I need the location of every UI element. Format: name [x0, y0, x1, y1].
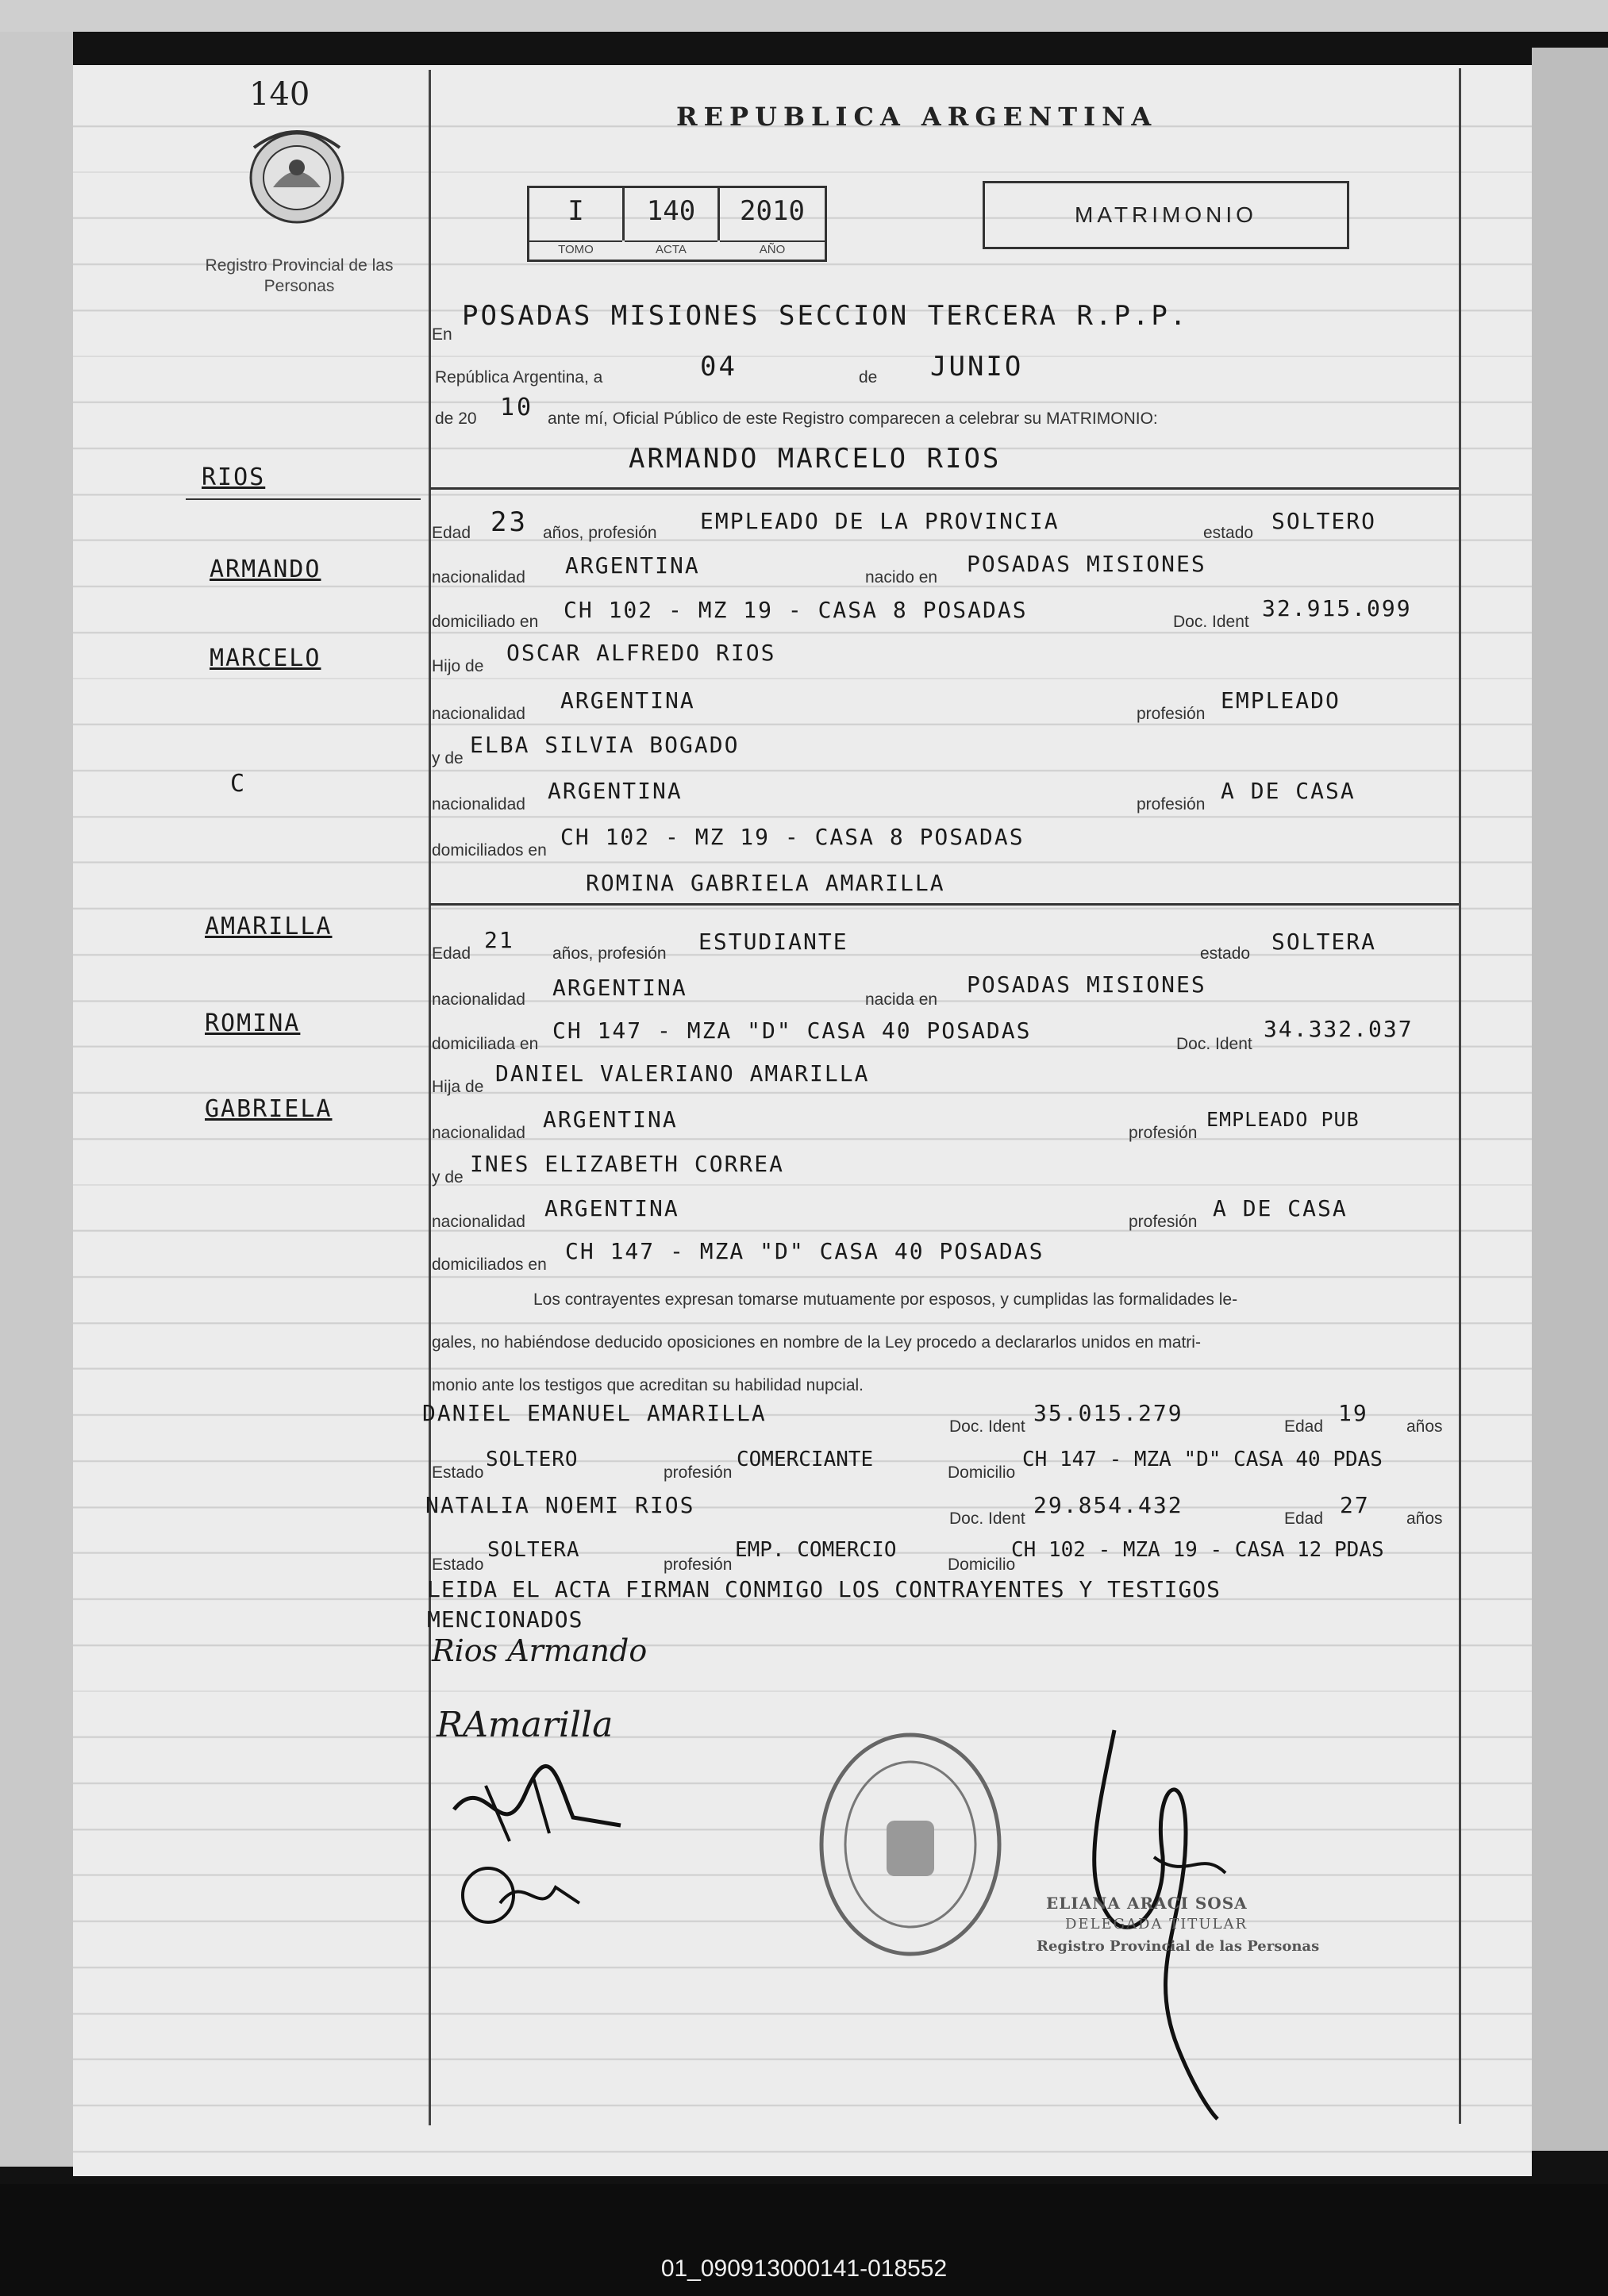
bride-doc: 34.332.037 [1264, 1016, 1414, 1042]
bride-anios-profesion: años, profesión [552, 944, 667, 963]
facing-page-edge [1532, 48, 1608, 2151]
margin-note-surname: RIOS [202, 463, 266, 491]
section-rule [430, 487, 1459, 490]
bride-father-nac: ARGENTINA [543, 1106, 678, 1133]
bride-mother-nac: ARGENTINA [544, 1195, 679, 1221]
bride-nacida: POSADAS MISIONES [967, 971, 1206, 998]
de-label: de [859, 368, 878, 387]
month-value: JUNIO [930, 351, 1024, 383]
province-emblem-icon [241, 124, 352, 227]
groom-doc-label: Doc. Ident [1173, 613, 1249, 631]
anio-value: 2010 [740, 195, 805, 227]
tomo-acta-anio-box [527, 186, 827, 262]
bride-parents-dom-label: domiciliados en [432, 1256, 547, 1274]
bride-father-label: Hija de [432, 1078, 484, 1096]
groom-father-nac-label: nacionalidad [432, 705, 525, 723]
groom-nacido: POSADAS MISIONES [967, 551, 1206, 577]
bride-profesion: ESTUDIANTE [698, 929, 848, 955]
witness-1-name: DANIEL EMANUEL AMARILLA [422, 1400, 767, 1426]
binder-edge [0, 32, 73, 2167]
witness-2-signature-icon [452, 1856, 587, 1935]
groom-father-prof: EMPLEADO [1221, 687, 1341, 713]
witness-1-edad: 19 [1338, 1400, 1368, 1426]
year-text: ante mí, Oficial Público de este Registro comparecen a celebrar su MATRIMONIO: [548, 410, 1158, 428]
bride-domicilio: CH 147 - MZA "D" CASA 40 POSADAS [552, 1017, 1032, 1044]
file-id-caption: 01_090913000141-018552 [660, 2256, 948, 2282]
groom-parents-dom-label: domiciliados en [432, 841, 547, 860]
closing-line-2: MENCIONADOS [427, 1606, 583, 1633]
groom-mother-label: y de [432, 749, 464, 767]
anio-cell [720, 188, 825, 256]
witness-1-doc: 35.015.279 [1033, 1400, 1183, 1426]
witness-1-domicilio: CH 147 - MZA "D" CASA 40 PDAS [1022, 1448, 1383, 1471]
witness-2-anios: años [1406, 1510, 1443, 1528]
witness-2-estado-label: Estado [432, 1556, 484, 1574]
document-page [73, 65, 1532, 2176]
groom-mother-prof-label: profesión [1137, 795, 1206, 813]
right-border [1459, 68, 1461, 2124]
bride-mother-nac-label: nacionalidad [432, 1213, 525, 1231]
witness-2-doc-label: Doc. Ident [949, 1510, 1025, 1528]
place-value: POSADAS MISIONES SECCION TERCERA R.P.P. [462, 300, 1189, 332]
witness-1-anios: años [1406, 1417, 1443, 1436]
groom-domicilio: CH 102 - MZ 19 - CASA 8 POSADAS [564, 597, 1028, 623]
margin-divider [429, 70, 431, 2125]
declaration-line-3: monio ante los testigos que acreditan su habilidad nupcial. [432, 1376, 864, 1394]
bride-edad: 21 [484, 927, 514, 953]
bride-mother-label: y de [432, 1168, 464, 1186]
page-number: 140 [249, 76, 310, 113]
witness-1-domicilio-label: Domicilio [948, 1463, 1016, 1482]
bride-mother: INES ELIZABETH CORREA [470, 1151, 785, 1177]
witness-2-name: NATALIA NOEMI RIOS [425, 1492, 695, 1518]
groom-name: ARMANDO MARCELO RIOS [629, 443, 1002, 475]
bride-edad-label: Edad [432, 944, 471, 963]
act-type-box: MATRIMONIO [983, 181, 1349, 249]
bride-estado-label: estado [1200, 944, 1251, 963]
groom-mother: ELBA SILVIA BOGADO [470, 732, 740, 758]
groom-father-prof-label: profesión [1137, 705, 1206, 723]
groom-edad: 23 [490, 506, 528, 538]
witness-2-edad: 27 [1340, 1492, 1370, 1518]
section-rule [430, 903, 1459, 906]
bride-father-prof: EMPLEADO PUB [1206, 1108, 1360, 1131]
bride-nacionalidad: ARGENTINA [552, 975, 687, 1001]
witness-1-doc-label: Doc. Ident [949, 1417, 1025, 1436]
groom-doc: 32.915.099 [1262, 595, 1412, 621]
groom-nacionalidad-label: nacionalidad [432, 568, 525, 586]
groom-mother-prof: A DE CASA [1221, 778, 1356, 804]
tomo-cell [529, 188, 625, 256]
margin-note-c: C [230, 770, 247, 798]
groom-profesion: EMPLEADO DE LA PROVINCIA [700, 508, 1060, 534]
bride-mother-prof: A DE CASA [1213, 1195, 1348, 1221]
bride-doc-label: Doc. Ident [1176, 1035, 1252, 1053]
bride-parents-dom: CH 147 - MZA "D" CASA 40 POSADAS [565, 1238, 1044, 1264]
margin-note-first-name: ARMANDO [210, 556, 321, 583]
witness-1-estado: SOLTERO [486, 1448, 579, 1471]
closing-line-1: LEIDA EL ACTA FIRMAN CONMIGO LOS CONTRAYENTES Y TESTIGOS [427, 1576, 1221, 1602]
groom-edad-label: Edad [432, 524, 471, 542]
bride-name: ROMINA GABRIELA AMARILLA [586, 870, 945, 896]
witness-2-estado: SOLTERA [487, 1538, 580, 1562]
bride-father: DANIEL VALERIANO AMARILLA [495, 1060, 870, 1086]
year-prefix: de 20 [435, 410, 477, 428]
country-title: REPUBLICA ARGENTINA [676, 102, 1158, 132]
witness-1-profesion-label: profesión [664, 1463, 733, 1482]
witness-1-profesion: COMERCIANTE [737, 1448, 874, 1471]
year-suffix: 10 [500, 394, 534, 421]
witness-2-profesion: EMP. COMERCIO [735, 1538, 897, 1562]
groom-estado: SOLTERO [1271, 508, 1377, 534]
official-role: DELEGADA TITULAR [1065, 1916, 1248, 1933]
witness-2-domicilio: CH 102 - MZA 19 - CASA 12 PDAS [1011, 1538, 1384, 1562]
margin-note-bride-middle-name: GABRIELA [205, 1095, 333, 1123]
top-edge [0, 0, 1608, 32]
groom-father-nac: ARGENTINA [560, 687, 695, 713]
groom-parents-dom: CH 102 - MZ 19 - CASA 8 POSADAS [560, 824, 1025, 850]
bride-estado: SOLTERA [1271, 929, 1377, 955]
groom-signature: Rios Armando [432, 1633, 648, 1668]
bride-domicilio-label: domiciliada en [432, 1035, 539, 1053]
bride-signature: RAmarilla [437, 1705, 614, 1745]
groom-mother-nac-label: nacionalidad [432, 795, 525, 813]
fecha-prefix: República Argentina, a [435, 368, 603, 387]
tomo-value: I [567, 195, 584, 227]
groom-domicilio-label: domiciliado en [432, 613, 539, 631]
bride-nacionalidad-label: nacionalidad [432, 990, 525, 1009]
bride-father-nac-label: nacionalidad [432, 1124, 525, 1142]
official-seal-icon [811, 1725, 1010, 1963]
groom-estado-label: estado [1203, 524, 1254, 542]
day-value: 04 [700, 351, 737, 383]
en-label: En [432, 325, 452, 344]
witness-2-doc: 29.854.432 [1033, 1492, 1183, 1518]
acta-label: ACTA [625, 240, 717, 258]
margin-note-middle-name: MARCELO [210, 644, 321, 672]
margin-rule [186, 498, 421, 500]
groom-father-label: Hijo de [432, 657, 484, 675]
witness-1-edad-label: Edad [1284, 1417, 1324, 1436]
official-office: Registro Provincial de las Personas [1037, 1938, 1320, 1955]
witness-1-estado-label: Estado [432, 1463, 484, 1482]
groom-nacido-label: nacido en [865, 568, 938, 586]
margin-note-bride-surname: AMARILLA [205, 913, 333, 940]
declaration-line-1: Los contrayentes expresan tomarse mutuamente por esposos, y cumplidas las formalidades le- [533, 1290, 1238, 1309]
bride-nacida-label: nacida en [865, 990, 938, 1009]
registry-name: Registro Provincial de las Personas [205, 256, 394, 295]
witness-1-signature-icon [438, 1762, 629, 1857]
witness-2-profesion-label: profesión [664, 1556, 733, 1574]
witness-2-edad-label: Edad [1284, 1510, 1324, 1528]
acta-value: 140 [646, 195, 696, 227]
groom-father: OSCAR ALFREDO RIOS [506, 640, 776, 666]
groom-anios-profesion: años, profesión [543, 524, 657, 542]
acta-cell [625, 188, 720, 256]
declaration-line-2: gales, no habiéndose deducido oposiciones en nombre de la Ley procedo a declararlos unidos en matri- [432, 1333, 1201, 1352]
groom-nacionalidad: ARGENTINA [565, 552, 700, 579]
anio-label: AÑO [720, 240, 825, 258]
official-name: ELIANA ARACI SOSA [1046, 1894, 1248, 1913]
groom-mother-nac: ARGENTINA [548, 778, 683, 804]
bride-mother-prof-label: profesión [1129, 1213, 1198, 1231]
witness-2-domicilio-label: Domicilio [948, 1556, 1016, 1574]
tomo-label: TOMO [529, 240, 622, 258]
bride-father-prof-label: profesión [1129, 1124, 1198, 1142]
margin-note-bride-first-name: ROMINA [205, 1010, 301, 1037]
